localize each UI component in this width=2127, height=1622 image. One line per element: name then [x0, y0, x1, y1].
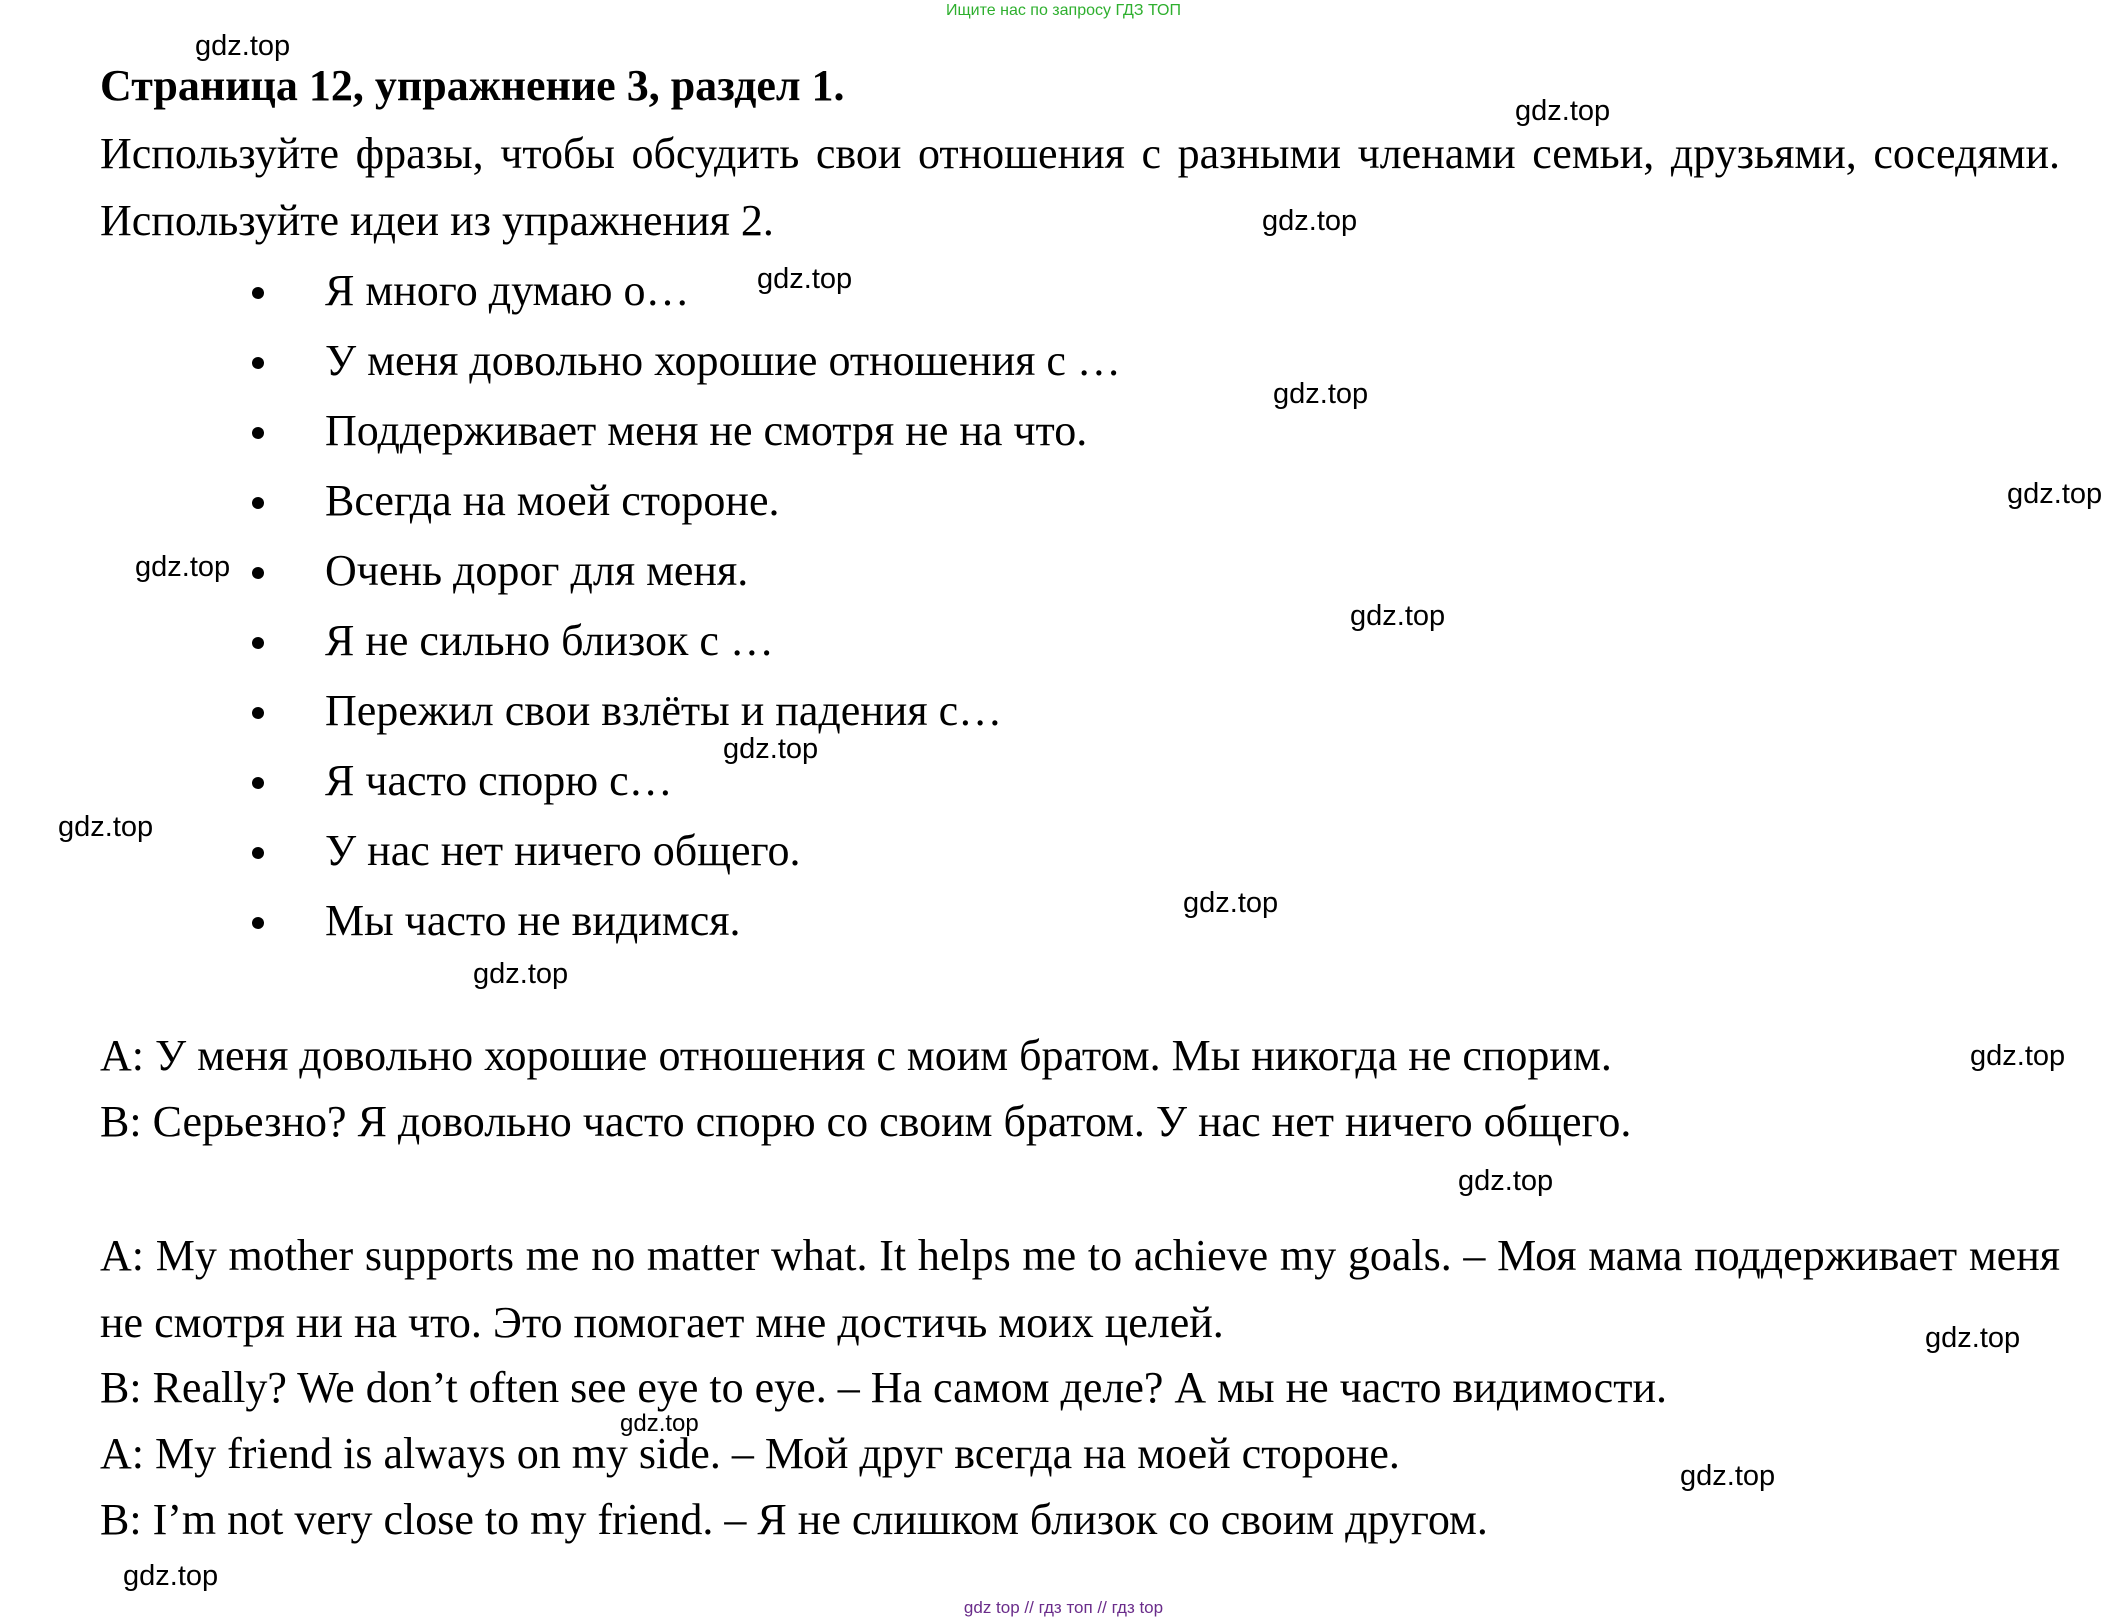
dialogue2-line1: A: My mother supports me no matter what. It helps me to achieve my goals. – Моя мама поддерживает меня не смотря ни на что. Это помогает мне достичь моих целей. [100, 1231, 2060, 1347]
watermark: gdz.top [620, 1410, 699, 1437]
instruction-text: Используйте фразы, чтобы обсудить свои отношения с разными членами семьи, друзьями, соседями. Используйте идеи из упражнения 2. [100, 129, 2060, 245]
watermark: gdz.top [757, 263, 853, 295]
watermark: gdz.top [1925, 1322, 2021, 1354]
list-item: Мы часто не видимся. [250, 886, 1121, 956]
watermark: gdz.top [1273, 378, 1369, 410]
watermark: gdz.top [1970, 1040, 2066, 1072]
page-title: Страница 12, упражнение 3, раздел 1. [100, 61, 845, 110]
dialogue2-line3: A: My friend is always on my side. – Мой друг всегда на моей стороне. [100, 1429, 1400, 1478]
list-item: Очень дорог для меня. [250, 536, 1121, 606]
watermark: gdz.top [195, 30, 291, 62]
list-item: Я много думаю о… [250, 256, 1121, 326]
list-item: Пережил свои взлёты и падения с… [250, 676, 1121, 746]
watermark: gdz.top [1262, 205, 1358, 237]
list-item: У меня довольно хорошие отношения с … [250, 326, 1121, 396]
dialogue1-line-b: B: Серьезно? Я довольно часто спорю со своим братом. У нас нет ничего общего. [100, 1097, 1632, 1146]
dialogue1-line-a: А: У меня довольно хорошие отношения с моим братом. Мы никогда не спорим. [100, 1031, 1612, 1080]
watermark: gdz.top [473, 958, 569, 990]
list-item: Поддерживает меня не смотря не на что. [250, 396, 1121, 466]
list-item: У нас нет ничего общего. [250, 816, 1121, 886]
dialogue2-line4: B: I’m not very close to my friend. – Я не слишком близок со своим другом. [100, 1495, 1488, 1544]
phrase-list [250, 256, 1121, 956]
footer-watermark: gdz top // гдз топ // гдз top [963, 1598, 1164, 1617]
watermark: gdz.top [1183, 887, 1279, 919]
watermark: gdz.top [2007, 478, 2103, 510]
dialogue2-line2: B: Really? We don’t often see eye to eye. – На самом деле? А мы не часто видимости. [100, 1363, 1667, 1412]
watermark: gdz.top [135, 551, 231, 583]
watermark: gdz.top [123, 1560, 219, 1592]
list-item: Я не сильно близок с … [250, 606, 1121, 676]
top-search-note: Ищите нас по запросу ГДЗ ТОП [946, 2, 1181, 19]
watermark: gdz.top [1350, 600, 1446, 632]
watermark: gdz.top [1680, 1460, 1776, 1492]
list-item: Всегда на моей стороне. [250, 466, 1121, 536]
watermark: gdz.top [1458, 1165, 1554, 1197]
watermark: gdz.top [723, 733, 819, 765]
list-item: Я часто спорю с… [250, 746, 1121, 816]
watermark: gdz.top [1515, 95, 1611, 127]
watermark: gdz.top [58, 811, 154, 843]
